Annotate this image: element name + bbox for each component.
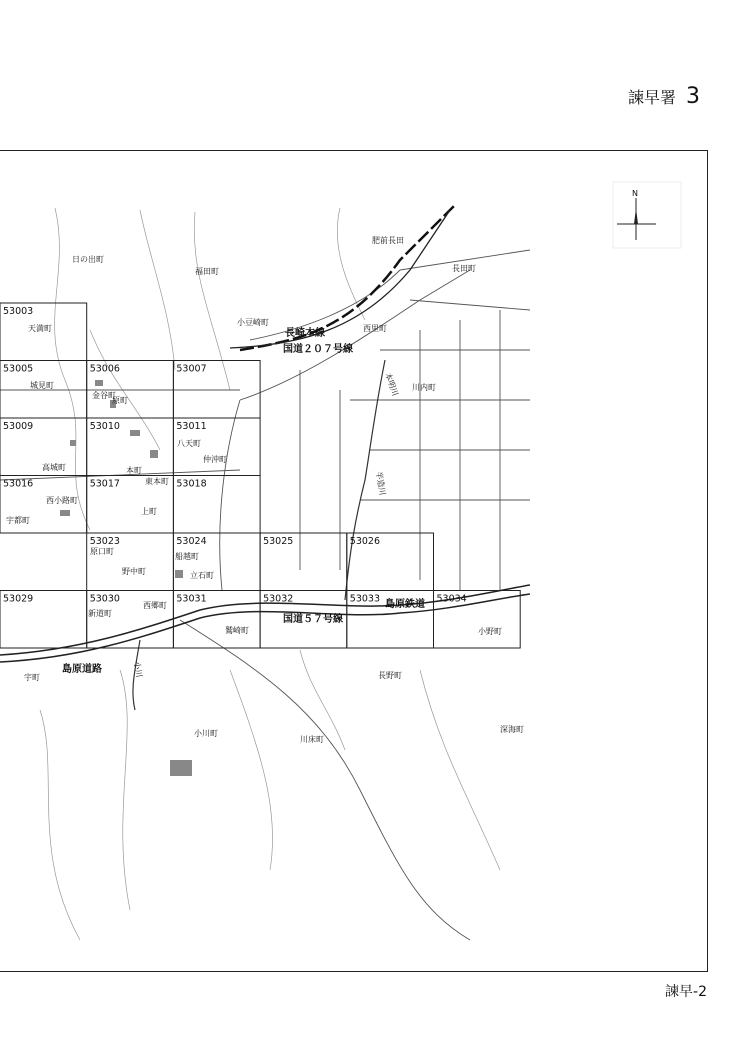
route-label: 国道２０７号線	[283, 344, 353, 355]
route-label: 島原鉄道	[385, 599, 425, 610]
place-label: 長野町	[378, 671, 402, 680]
place-label: 原町	[112, 396, 128, 405]
place-label: 天満町	[28, 324, 52, 333]
place-label: 新道町	[88, 609, 112, 618]
sheet-code: 53016	[3, 478, 34, 490]
sheet-cell	[434, 591, 521, 649]
river-label: 本明川	[383, 371, 400, 398]
place-label: 仲沖町	[203, 455, 227, 464]
place-label: 福田町	[195, 267, 219, 276]
sheet-code: 53010	[89, 421, 120, 432]
sheet-code: 53005	[3, 363, 34, 375]
place-label: 八天町	[177, 439, 201, 448]
place-label: 肥前長田	[372, 236, 404, 245]
place-label: 城見町	[30, 381, 54, 390]
river-label: 半造川	[374, 470, 388, 496]
place-label: 宇町	[24, 673, 40, 682]
sheet-code: 53011	[176, 421, 207, 432]
sheet-grid	[0, 303, 520, 648]
map-canvas	[0, 150, 708, 972]
compass-north-label: N	[632, 189, 638, 198]
place-label: 金谷町	[92, 391, 116, 400]
sheet-code: 53029	[3, 593, 34, 605]
place-label: 川内町	[412, 383, 436, 392]
sheet-code: 53024	[176, 536, 207, 547]
route-label: 島原道路	[62, 664, 102, 675]
sheet-code: 53023	[89, 536, 120, 547]
sheet-cell	[173, 361, 260, 419]
sheet-code: 53025	[263, 536, 294, 547]
river-label: 小川	[132, 660, 144, 679]
sheet-code: 53006	[89, 363, 120, 375]
place-label: 西小路町	[46, 496, 78, 505]
place-label: 宇都町	[6, 516, 30, 525]
place-label: 小豆崎町	[237, 318, 269, 327]
nagasaki-railway	[240, 205, 455, 350]
sheet-cell	[87, 533, 174, 591]
place-label: 深海町	[500, 725, 524, 734]
sheet-code: 53009	[3, 421, 34, 432]
sheet-code: 53030	[89, 593, 120, 605]
place-label: 川床町	[300, 735, 324, 744]
sheet-cell	[173, 533, 260, 591]
map-area	[0, 205, 530, 940]
route-label: 国道５７号線	[283, 614, 343, 625]
page-footer-id: 諫早-2	[665, 984, 707, 1000]
terrain-lines	[40, 208, 500, 940]
sheet-code: 53007	[176, 363, 207, 375]
route-label: 長崎本線	[285, 328, 325, 339]
place-label: 長田町	[452, 264, 476, 273]
place-label: 船越町	[175, 552, 199, 561]
sheet-cell	[0, 591, 87, 649]
place-label: 東本町	[145, 477, 169, 486]
route-207-road	[230, 210, 450, 348]
place-label: 高城町	[42, 463, 66, 472]
sheet-code: 53032	[263, 593, 294, 605]
sheet-code: 53003	[3, 306, 34, 317]
place-label: 西里町	[363, 324, 387, 333]
urban-blocks	[60, 380, 192, 776]
page-header	[628, 84, 700, 109]
sheet-cell	[173, 476, 260, 534]
place-label: 本町	[126, 466, 142, 475]
place-label: 日の出町	[72, 255, 104, 264]
place-label: 野中町	[122, 567, 146, 576]
place-label: 小野町	[478, 627, 502, 636]
sheet-code: 53034	[436, 593, 467, 605]
place-label: 立石町	[190, 571, 214, 580]
place-label: 西郷町	[143, 601, 167, 610]
sheet-code: 53017	[89, 478, 120, 490]
station-title: 諫早署	[627, 88, 676, 107]
sheet-code: 53026	[349, 536, 381, 547]
compass-icon	[613, 182, 681, 248]
place-label: 上町	[141, 507, 157, 516]
page-number: 3	[686, 84, 700, 109]
sheet-cell	[173, 591, 260, 649]
sheet-code: 53033	[349, 593, 381, 605]
sheet-cell	[87, 361, 174, 419]
place-label: 原口町	[90, 547, 114, 556]
sheet-cell	[347, 533, 434, 591]
sheet-code: 53018	[176, 478, 207, 490]
place-label: 鷲崎町	[225, 626, 249, 635]
sheet-cell	[260, 533, 347, 591]
sheet-code: 53031	[176, 593, 207, 605]
place-label: 小川町	[194, 729, 218, 738]
